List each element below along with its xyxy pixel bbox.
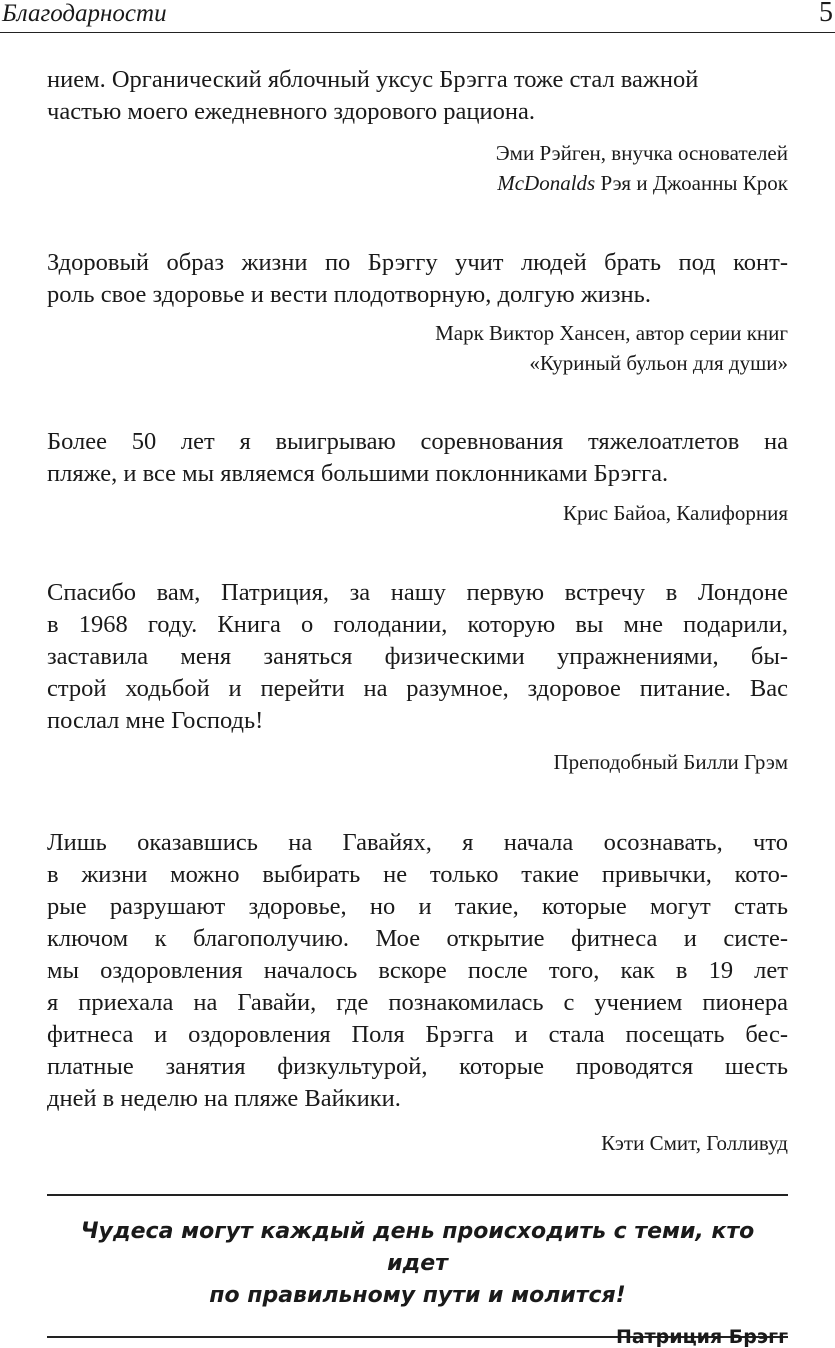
testimonial-attribution	[47, 1128, 788, 1158]
text-line: ключом к благополучию. Мое открытие фитнеса и систе-	[47, 925, 788, 952]
text-line: Лишь оказавшись на Гавайях, я начала осознавать, что	[47, 829, 788, 856]
closing-quote-text	[47, 1216, 788, 1312]
testimonial-text	[47, 426, 788, 490]
text-line: платные занятия физкультурой, которые проводятся шесть	[47, 1053, 788, 1080]
testimonial-text	[47, 247, 788, 311]
text-line: заставила меня заняться физическими упражнениями, бы-	[47, 643, 788, 670]
text-line: в жизни можно выбирать не только такие привычки, кото-	[47, 861, 788, 888]
testimonial-block	[47, 426, 788, 490]
quote-line: по правильному пути и молится!	[209, 1283, 626, 1308]
chapter-title: Благодарности	[2, 0, 167, 27]
testimonial-text	[47, 64, 698, 128]
text-line: Здоровый образ жизни по Брэггу учит людей брать под конт-	[47, 249, 788, 276]
testimonial-attribution	[47, 138, 788, 198]
testimonial-block	[47, 247, 788, 311]
text-line: пляже, и все мы являемся большими поклонниками Брэгга.	[47, 460, 669, 487]
brand-name: McDonalds	[497, 171, 596, 195]
testimonial-text	[47, 827, 788, 1115]
text-line: Более 50 лет я выигрываю соревнования тяжелоатлетов на	[47, 428, 788, 455]
attribution-rest: Рэя и Джоанны Крок	[595, 171, 788, 195]
testimonial-text	[47, 577, 788, 737]
attribution-line: Марк Виктор Хансен, автор серии книг	[435, 321, 788, 345]
text-line: фитнеса и оздоровления Поля Брэгга и стала посещать бес-	[47, 1021, 788, 1048]
text-line: частью моего ежедневного здорового рациона.	[47, 98, 535, 125]
text-line: строй ходьбой и перейти на разумное, здоровое питание. Вас	[47, 675, 788, 702]
attribution-line: «Куриный бульон для души»	[529, 351, 788, 375]
testimonial-block	[47, 827, 788, 1115]
testimonial-attribution	[47, 747, 788, 777]
attribution-line: Крис Байоа, Калифорния	[563, 501, 788, 525]
text-line: послал мне Господь!	[47, 707, 264, 734]
text-line: в 1968 году. Книга о голодании, которую вы мне подарили,	[47, 611, 788, 638]
attribution-line: Преподобный Билли Грэм	[553, 750, 788, 774]
text-line: я приехала на Гавайи, где познакомилась с учением пионера	[47, 989, 788, 1016]
text-line: мы оздоровления началось вскоре после того, как в 19 лет	[47, 957, 788, 984]
quote-author: Патриция Брэгг	[615, 1326, 788, 1348]
running-header	[0, 0, 835, 33]
quote-line: Чудеса могут каждый день происходить с теми, кто идет	[80, 1219, 755, 1276]
attribution-line: Кэти Смит, Голливуд	[601, 1131, 788, 1155]
text-line: рые разрушают здоровье, но и такие, которые могут стать	[47, 893, 788, 920]
testimonial-attribution	[47, 318, 788, 378]
testimonial-block	[47, 64, 698, 128]
text-line: дней в неделю на пляже Вайкики.	[47, 1085, 401, 1112]
testimonial-attribution	[47, 498, 788, 528]
testimonial-block	[47, 577, 788, 737]
page-number: 5	[819, 0, 833, 28]
closing-quote-box	[47, 1194, 788, 1348]
text-line: нием. Органический яблочный уксус Брэгга тоже стал важной	[47, 66, 699, 93]
attribution-line: Эми Рэйген, внучка основателей	[495, 141, 788, 165]
text-line: Спасибо вам, Патриция, за нашу первую встречу в Лондоне	[47, 579, 788, 606]
text-line: роль свое здоровье и вести плодотворную, долгую жизнь.	[47, 281, 651, 308]
attribution-line	[47, 168, 788, 198]
